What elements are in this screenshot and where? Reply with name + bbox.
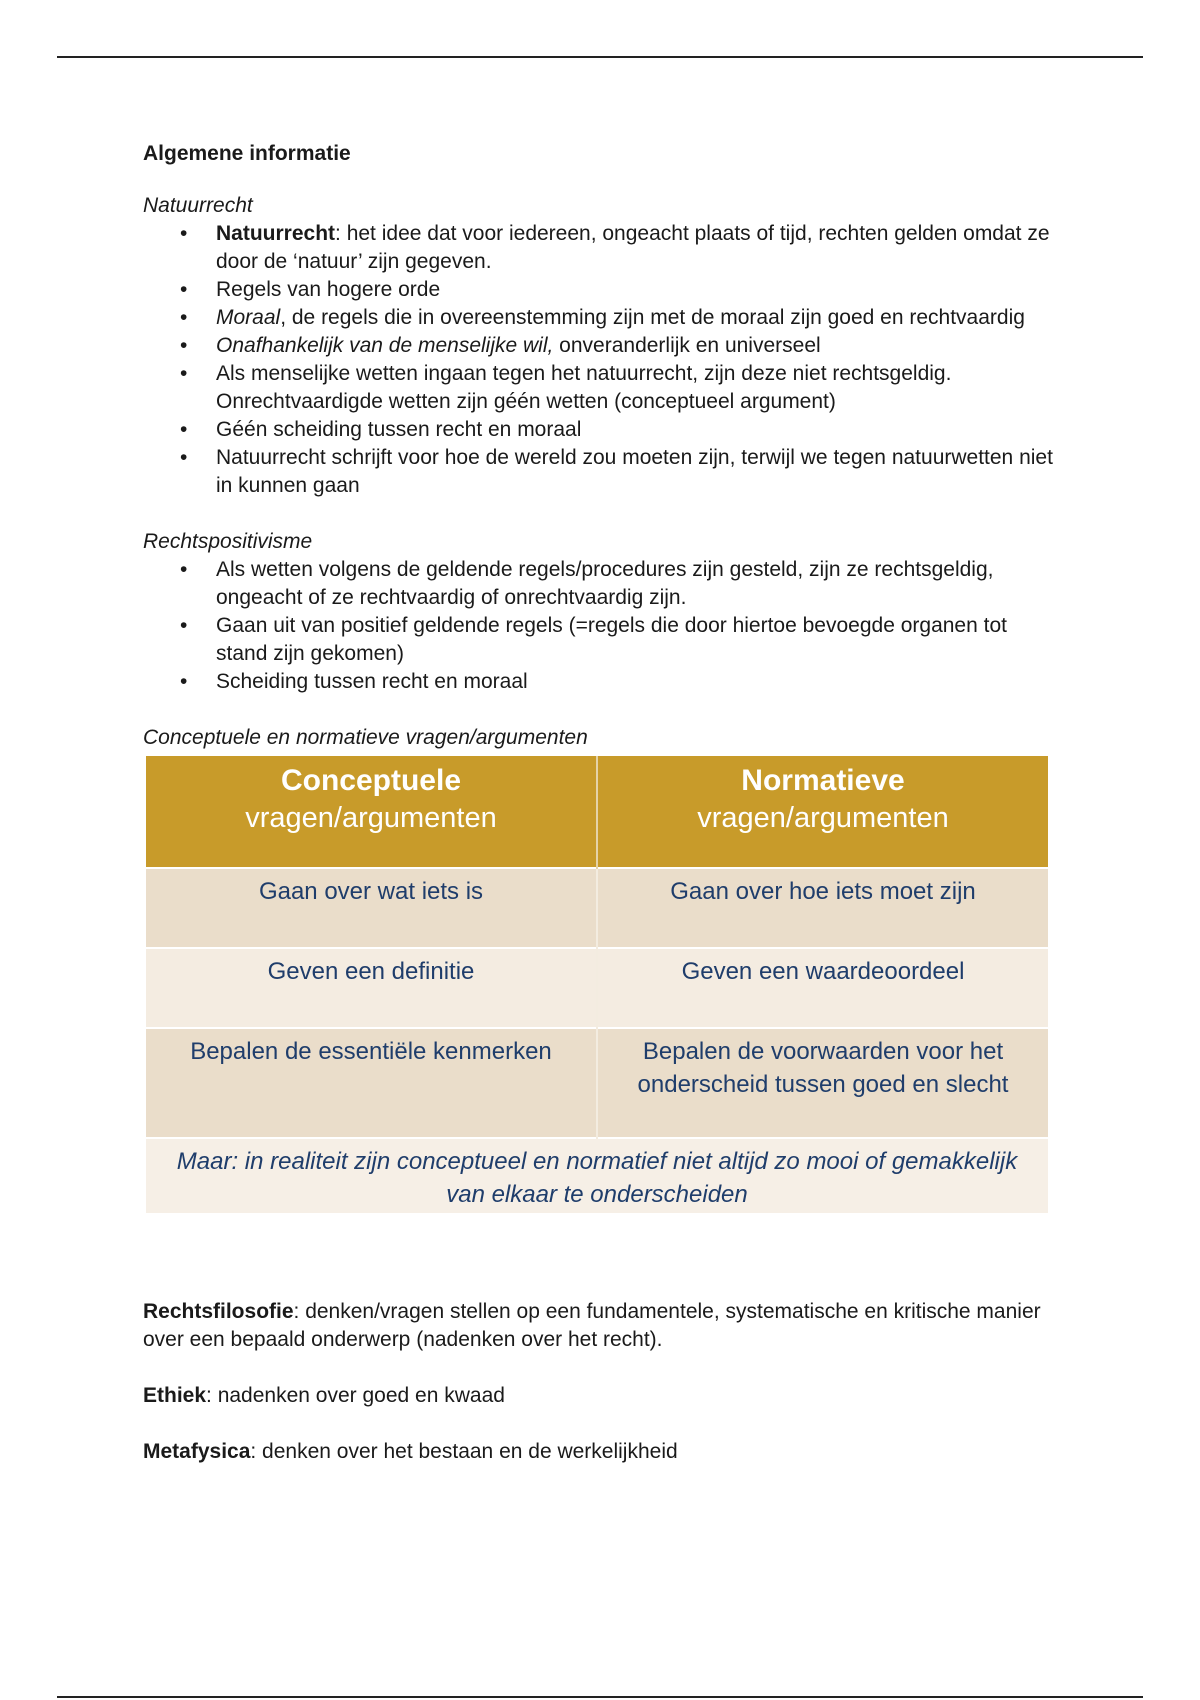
section-title-natuurrecht: Natuurrecht: [143, 194, 253, 217]
comparison-table-image: [146, 756, 1048, 1213]
list-item: • Moraal, de regels die in overeenstemming zijn met de moraal zijn goed en rechtvaardig: [216, 304, 1063, 332]
table-cell: Geven een waardeoordeel: [597, 948, 1048, 1028]
section-title-rechtspositivisme: Rechtspositivisme: [143, 530, 313, 553]
table-footnote: Maar: in realiteit zijn conceptueel en normatief niet altijd zo mooi of gemakkelijk van elkaar te onderscheiden: [146, 1138, 1048, 1213]
table-cell: Gaan over wat iets is: [146, 868, 597, 948]
list-item: • Scheiding tussen recht en moraal: [216, 668, 1063, 696]
comparison-table: [146, 756, 1048, 1213]
list-item: • Géén scheiding tussen recht en moraal: [216, 416, 1063, 444]
bottom-rule: [57, 1696, 1143, 1698]
list-item: • Gaan uit van positief geldende regels (=regels die door hiertoe bevoegde organen tot stand zijn gekomen): [216, 612, 1063, 668]
definition-metafysica: Metafysica: denken over het bestaan en de werkelijkheid: [143, 1440, 678, 1463]
table-cell: Bepalen de voorwaarden voor het onderscheid tussen goed en slecht: [597, 1028, 1048, 1138]
definition-ethiek: Ethiek: nadenken over goed en kwaad: [143, 1384, 505, 1407]
document-body: [143, 142, 1063, 1494]
table-cell: Geven een definitie: [146, 948, 597, 1028]
list-item: • Natuurrecht: het idee dat voor iedereen, ongeacht plaats of tijd, rechten gelden omdat ze door de ‘natuur’ zijn gegeven.: [216, 220, 1063, 276]
table-header-conceptuele: Conceptuele vragen/argumenten: [146, 756, 597, 868]
definition-rechtsfilosofie: Rechtsfilosofie: denken/vragen stellen op een fundamentele, systematische en kritische manier over een bepaald onderwerp (nadenken over het recht).: [143, 1300, 1041, 1351]
table-row: [146, 948, 1048, 1028]
page-title: Algemene informatie: [143, 142, 351, 165]
table-cell: Gaan over hoe iets moet zijn: [597, 868, 1048, 948]
table-cell: Bepalen de essentiële kenmerken: [146, 1028, 597, 1138]
list-item: • Regels van hogere orde: [216, 276, 1063, 304]
top-rule: [57, 56, 1143, 58]
table-header-normatieve: Normatieve vragen/argumenten: [597, 756, 1048, 868]
list-item: • Als menselijke wetten ingaan tegen het natuurrecht, zijn deze niet rechtsgeldig. Onrechtvaardigde wetten zijn géén wetten (conceptueel argument): [216, 360, 1063, 416]
list-item: • Onafhankelijk van de menselijke wil, onveranderlijk en universeel: [216, 332, 1063, 360]
table-footnote-row: [146, 1138, 1048, 1213]
section-title-vragen: Conceptuele en normatieve vragen/argumenten: [143, 726, 588, 749]
list-item: • Natuurrecht schrijft voor hoe de wereld zou moeten zijn, terwijl we tegen natuurwetten niet in kunnen gaan: [216, 444, 1063, 500]
table-row: [146, 868, 1048, 948]
table-row: [146, 1028, 1048, 1138]
rechtspositivisme-list: [143, 556, 1063, 696]
natuurrecht-list: [143, 220, 1063, 500]
list-item: • Als wetten volgens de geldende regels/procedures zijn gesteld, zijn ze rechtsgeldig, ongeacht of ze rechtvaardig of onrechtvaardig zijn.: [216, 556, 1063, 612]
